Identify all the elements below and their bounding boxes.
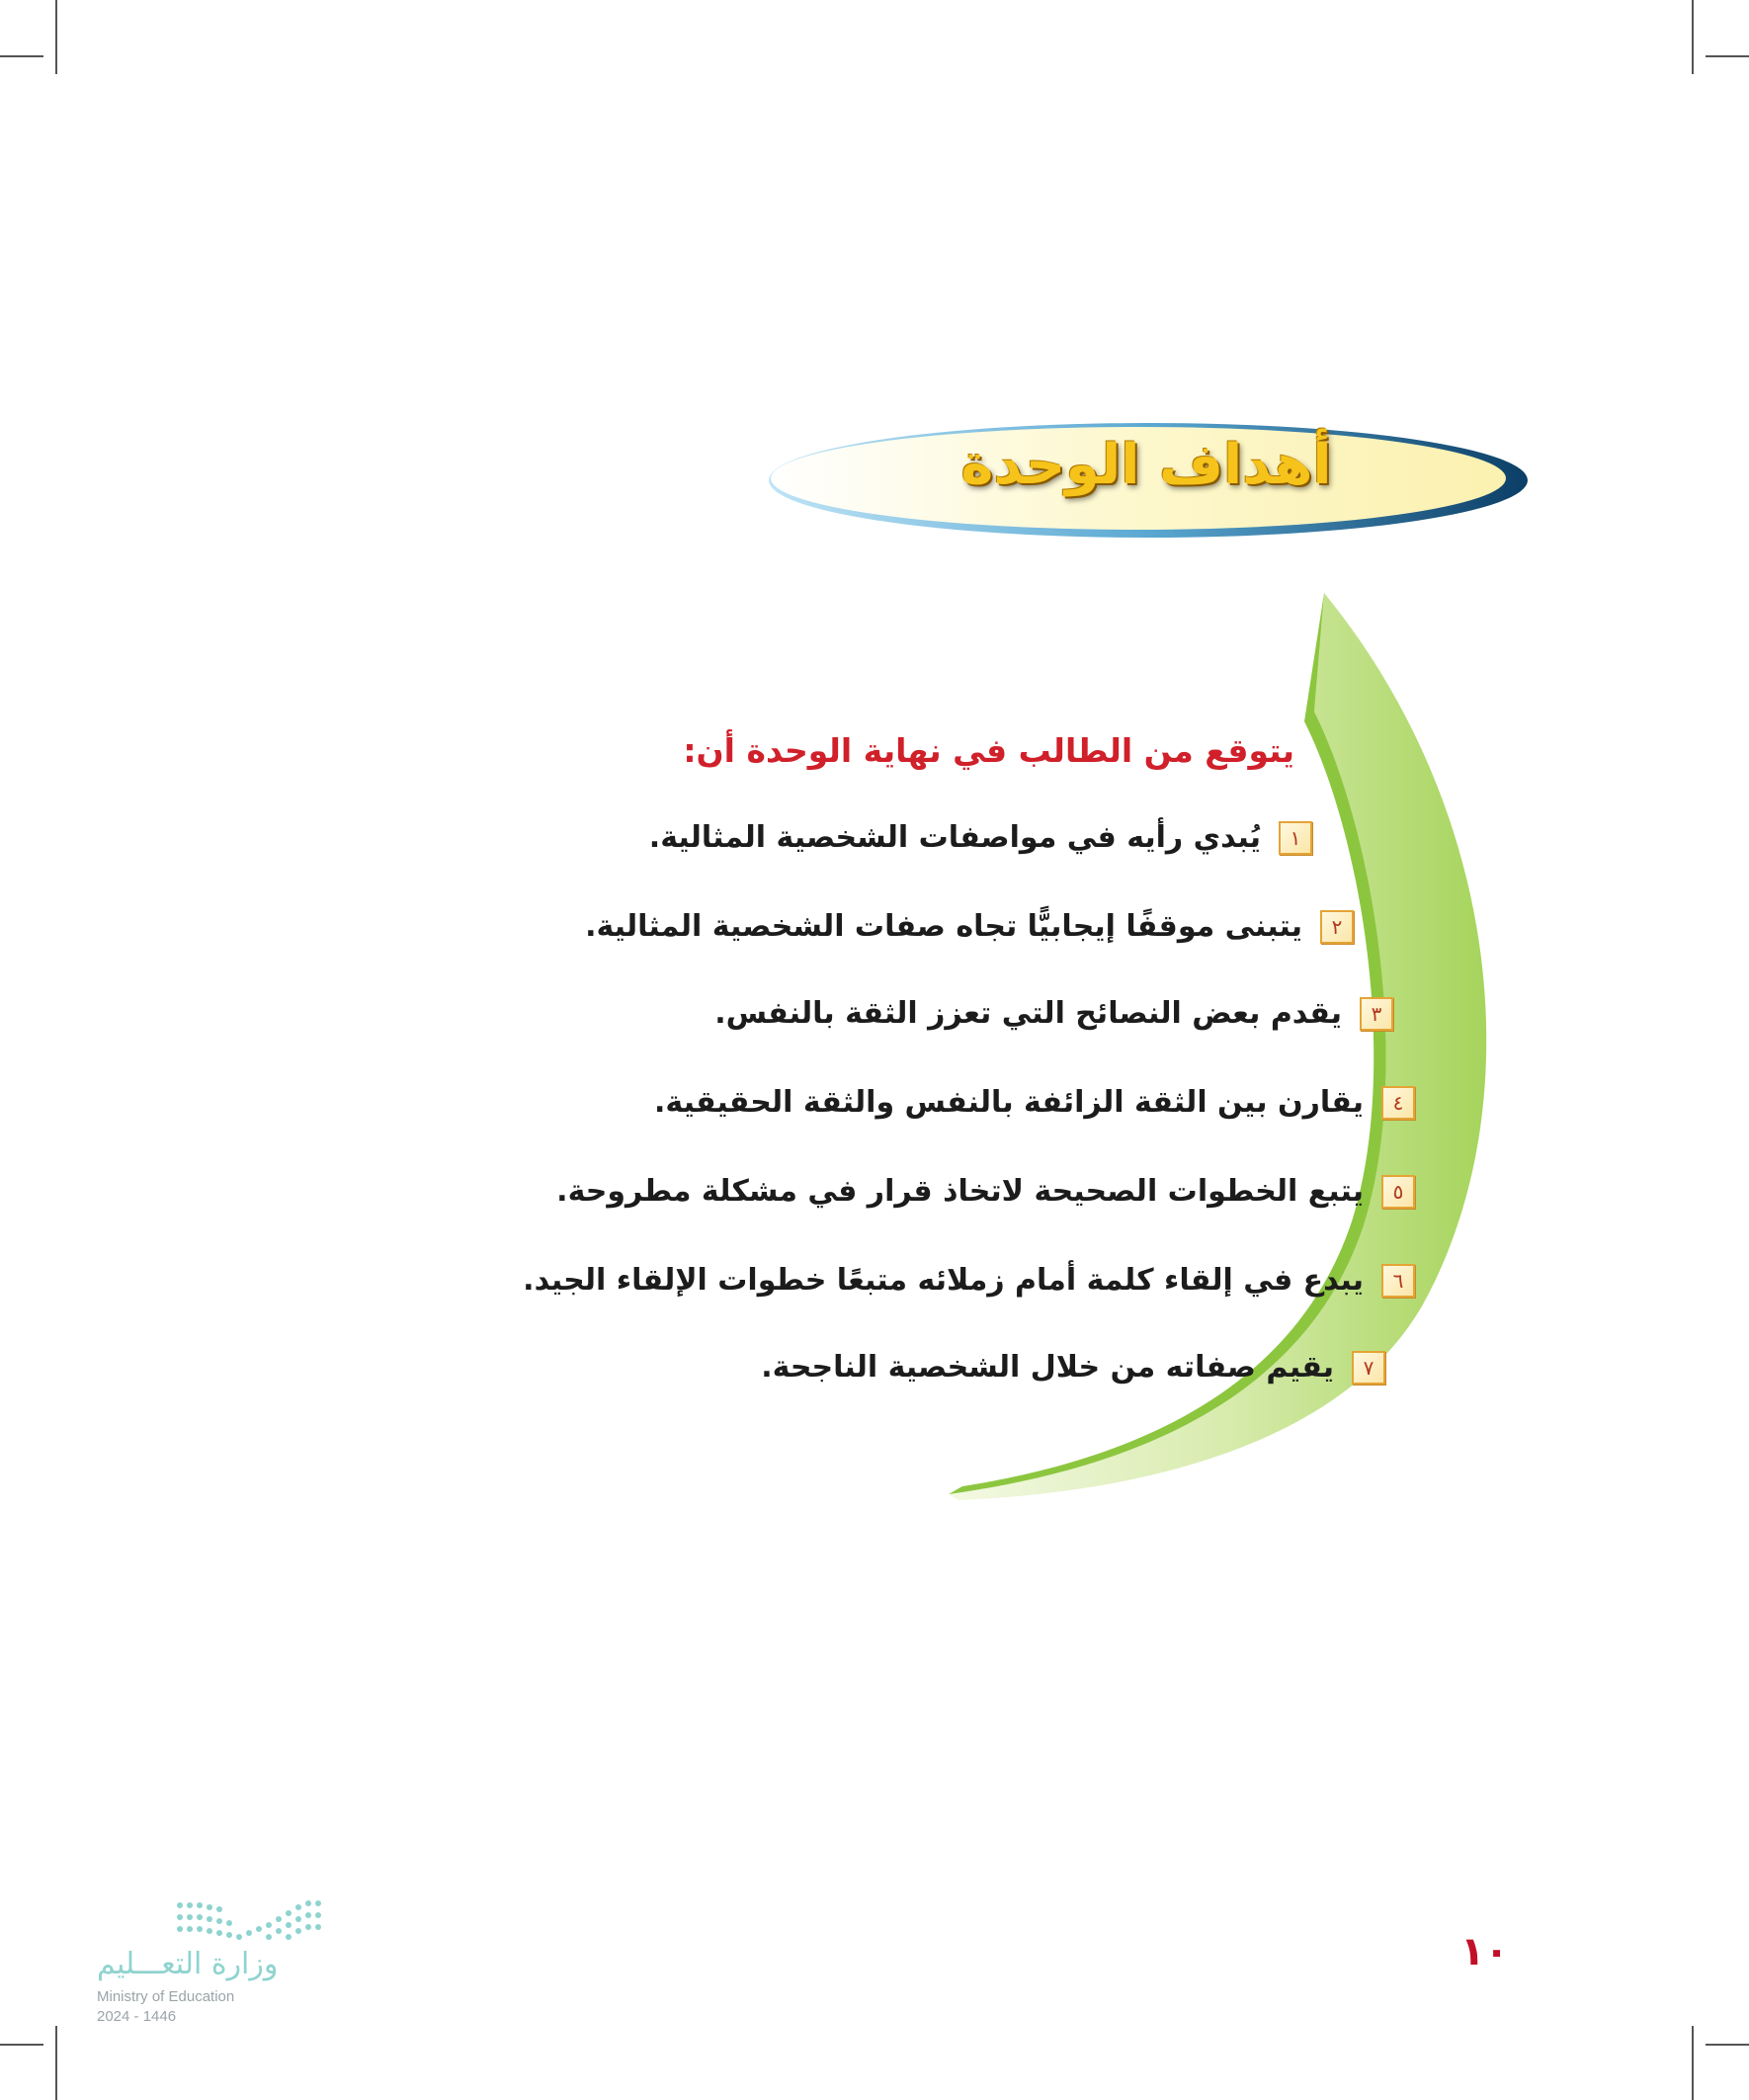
crop-mark xyxy=(1706,2044,1749,2046)
objective-number: ٢ xyxy=(1320,910,1354,944)
objective-item xyxy=(585,909,1354,944)
crop-mark xyxy=(55,0,57,74)
objective-text: يقدم بعض النصائح التي تعزز الثقة بالنفس. xyxy=(714,996,1342,1031)
crop-mark xyxy=(0,55,43,57)
page-number: ١٠ xyxy=(1460,1929,1509,1974)
objective-number: ٤ xyxy=(1381,1086,1415,1120)
objective-item xyxy=(654,1085,1415,1120)
objective-number: ٥ xyxy=(1381,1175,1415,1209)
ministry-name-english: Ministry of Education xyxy=(97,1988,235,2005)
objective-item xyxy=(649,820,1312,855)
objective-text: يُبدي رأيه في مواصفات الشخصية المثالية. xyxy=(648,820,1261,855)
objective-text: يتبنى موقفًا إيجابيًّا تجاه صفات الشخصية المثالية. xyxy=(585,909,1302,944)
objective-number: ١ xyxy=(1279,821,1312,855)
crop-mark xyxy=(1706,55,1749,57)
objective-text: يبدع في إلقاء كلمة أمام زملائه متبعًا خطوات الإلقاء الجيد. xyxy=(523,1263,1364,1298)
ministry-name-arabic: وزارة التعـــليم xyxy=(97,1947,279,1981)
objective-text: يقيم صفاته من خلال الشخصية الناجحة. xyxy=(761,1350,1334,1385)
objective-item xyxy=(714,996,1393,1031)
objective-number: ٣ xyxy=(1360,997,1393,1031)
objective-item xyxy=(523,1263,1415,1298)
objectives-intro: يتوقع من الطالب في نهاية الوحدة أن: xyxy=(683,731,1294,770)
unit-goals-title: أهداف الوحدة xyxy=(960,433,1332,497)
dots-emblem-icon xyxy=(174,1897,322,1947)
crop-mark xyxy=(0,2044,43,2046)
objective-text: يقارن بين الثقة الزائفة بالنفس والثقة الحقيقية. xyxy=(654,1085,1364,1120)
crop-mark xyxy=(55,2026,57,2100)
objective-item xyxy=(761,1350,1385,1385)
crop-mark xyxy=(1692,0,1694,74)
ministry-logo xyxy=(97,1897,324,2046)
edition-year: 2024 - 1446 xyxy=(97,2008,177,2025)
crop-mark xyxy=(1692,2026,1694,2100)
objective-item xyxy=(556,1174,1415,1209)
objective-number: ٧ xyxy=(1352,1351,1385,1385)
objective-number: ٦ xyxy=(1381,1264,1415,1298)
objective-text: يتبع الخطوات الصحيحة لاتخاذ قرار في مشكلة مطروحة. xyxy=(556,1174,1364,1209)
